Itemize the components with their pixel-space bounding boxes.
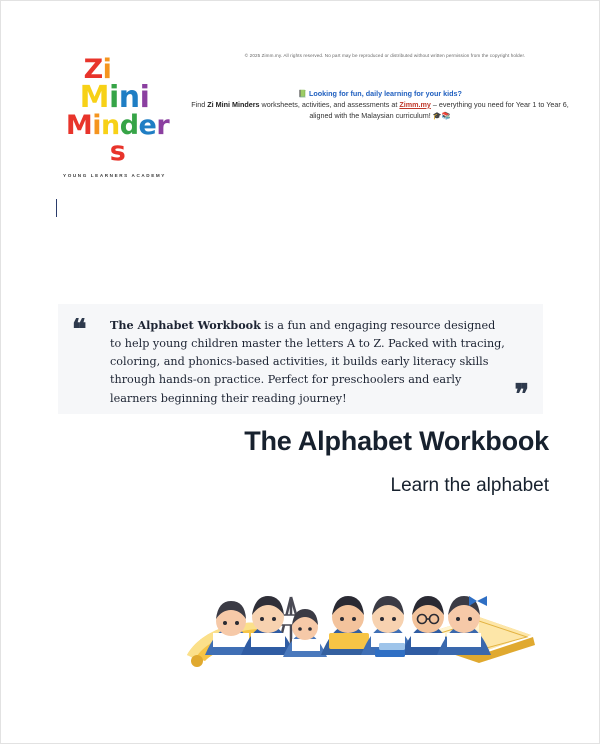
description-lead: The Alphabet Workbook: [110, 318, 261, 332]
promo-headline-row: [191, 89, 569, 100]
graduation-books-icon: 🎓📚: [432, 110, 451, 120]
description-body: is a fun and engaging resource designed to help young children master the letters A to Z. Packed with tracing, coloring, and phonics-based activities, it builds early literacy skills through hands-on practice. Perfect for preschoolers and early learners beginning their reading journey!: [110, 319, 505, 405]
text-cursor: [56, 199, 57, 217]
promo-body-suffix: – everything you need for Year 1 to Year 6, aligned with the Malaysian curriculum!: [309, 99, 569, 120]
promo-body-middle: worksheets, activities, and assessments at: [259, 99, 400, 109]
copyright-notice: © 2025 Zimm.my. All rights reserved. No part may be reproduced or distributed without written permission from the copyright holder.: [244, 53, 526, 58]
description-text: [110, 316, 508, 408]
children-reading-books-illustration: [179, 537, 554, 682]
promo-link[interactable]: Zimm.my: [399, 99, 431, 109]
promo-body-prefix: Find: [191, 99, 208, 109]
quote-close-icon: ❞: [514, 379, 529, 410]
description-quote-box: [58, 304, 543, 414]
logo: [57, 54, 172, 179]
logo-line-zi: Zi: [83, 54, 112, 85]
logo-tagline: YOUNG LEARNERS ACADEMY: [63, 173, 166, 179]
book-icon: 📗: [298, 89, 307, 98]
logo-line-mini: Mini: [79, 79, 150, 115]
promo-block: [191, 89, 569, 121]
promo-headline: Looking for fun, daily learning for your kids?: [309, 89, 462, 98]
promo-brand: Zi Mini Minders: [207, 99, 260, 109]
page-subtitle: Learn the alphabet: [390, 475, 549, 496]
logo-line-minders: Minders: [65, 110, 170, 167]
page-title: The Alphabet Workbook: [244, 426, 549, 456]
promo-body: [191, 100, 569, 122]
quote-open-icon: ❝: [72, 314, 87, 345]
